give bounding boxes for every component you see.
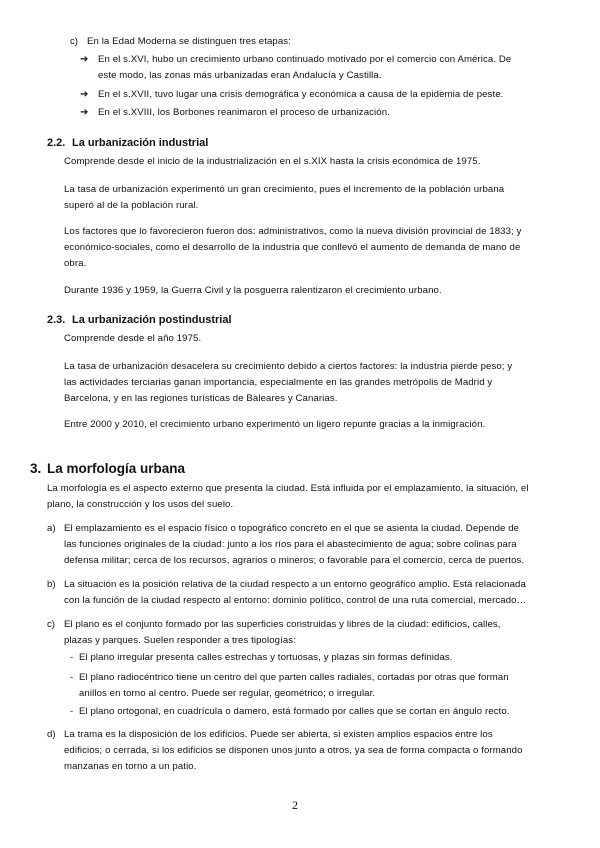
sub-bullet-line: El plano irregular presenta calles estrechas y tortuosas, y plazas sin formas definidas. [79, 652, 453, 663]
bullet-line: En el s.XVIII, los Borbones reanimaron el proceso de urbanización. [98, 107, 390, 118]
bullet-line: En el s.XVII, tuvo lugar una crisis demográfica y económica a causa de la epidemia de peste. [98, 89, 504, 100]
paragraph-line: La tasa de urbanización experimentó un gran crecimiento, pues el incremento de la población urbana [64, 184, 505, 195]
section-number: 2.3. [47, 314, 66, 326]
sub-bullet-line: El plano ortogonal, en cuadrícula o damero, está formado por calles que se cortan en ángulo recto. [79, 706, 510, 717]
list-marker: c) [47, 619, 55, 630]
sub-bullet-line: El plano radiocéntrico tiene un centro del que parten calles radiales, cortadas por otras que forman [79, 672, 509, 683]
page-number: 2 [292, 798, 298, 812]
paragraph-line: las actividades terciarias ganan importancia, especialmente en las grandes metrópolis de Madrid y [64, 377, 493, 388]
list-item-line: plazas y parques. Suelen responder a tres tipologías: [64, 635, 296, 646]
list-item-line: La situación es la posición relativa de la ciudad respecto a un entorno geográfico amplio. Está relacionada [64, 579, 526, 590]
section-number: 3. [30, 461, 42, 476]
list-item-line: manzanas en torno a un patio. [64, 761, 197, 772]
list-item-line: defensa militar; cerca de los recursos, agrarios o mineros; o favorable para el comercio, cerca de puertos. [64, 555, 525, 566]
paragraph-line: Durante 1936 y 1959, la Guerra Civil y la posguerra ralentizaron el crecimiento urbano. [64, 285, 442, 296]
list-item-line: las funciones originales de la ciudad: junto a los ríos para el abastecimiento de agua; sobre colinas para [64, 539, 517, 550]
paragraph-line: superó al de la población rural. [64, 200, 199, 211]
list-marker: a) [47, 523, 56, 534]
paragraph-line: La tasa de urbanización desacelera su crecimiento debido a ciertos factores: la industria pierde peso; y [64, 361, 513, 372]
section-number: 2.2. [47, 137, 66, 149]
paragraph-line: En la Edad Moderna se distinguen tres etapas: [87, 36, 291, 47]
list-marker: b) [47, 579, 56, 590]
section-title: La urbanización postindustrial [72, 314, 232, 326]
paragraph-line: Los factores que lo favorecieron fueron dos: administrativos, como la nueva división provincial de 1833; y [64, 226, 522, 237]
paragraph-line: Comprende desde el año 1975. [64, 333, 202, 344]
paragraph-line: económico-sociales, como el desarrollo de la industria que conllevó el aumento de demanda de mano de [64, 242, 521, 253]
paragraph-line: Barcelona, y en las regiones turísticas de Baleares y Canarias. [64, 393, 338, 404]
arrow-icon: ➔ [80, 107, 89, 118]
paragraph-line: plano, la construcción y los usos del suelo. [47, 499, 234, 510]
dash-marker: - [70, 706, 74, 717]
paragraph-line: Entre 2000 y 2010, el crecimiento urbano experimentó un ligero repunte gracias a la inmigración. [64, 419, 486, 430]
dash-marker: - [70, 672, 74, 683]
bullet-line: este modo, las zonas más urbanizadas eran Andalucía y Castilla. [98, 70, 382, 81]
paragraph-line: obra. [64, 258, 87, 269]
paragraph-line: Comprende desde el inicio de la industrialización en el s.XIX hasta la crisis económica de 1975. [64, 156, 481, 167]
dash-marker: - [70, 652, 74, 663]
section-title: La urbanización industrial [72, 137, 209, 149]
list-item-line: El emplazamiento es el espacio físico o topográfico concreto en el que se asienta la ciudad. Depende de [64, 523, 520, 534]
list-item-line: edificios; o cerrada, si los edificios se disponen unos junto a otros, ya sea de forma compacta o formando [64, 745, 523, 756]
list-item-line: El plano es el conjunto formado por las superficies construidas y libres de la ciudad: edificios, calles, [64, 619, 501, 630]
list-item-line: con la función de la ciudad respecto al entorno: dominio político, control de una ruta comercial, mercado… [64, 595, 527, 606]
arrow-icon: ➔ [80, 54, 89, 65]
sub-bullet-line: anillos en torno al centro. Puede ser regular, geométrico; o irregular. [79, 688, 376, 699]
paragraph-line: La morfología es el aspecto externo que presenta la ciudad. Está influida por el emplazamiento, la situación, el [47, 483, 529, 494]
list-item-line: La trama es la disposición de los edificios. Puede ser abierta, si existen amplios espacios entre los [64, 729, 493, 740]
section-title: La morfología urbana [47, 461, 186, 476]
list-marker: c) [70, 36, 78, 47]
arrow-icon: ➔ [80, 89, 89, 100]
list-marker: d) [47, 729, 56, 740]
bullet-line: En el s.XVI, hubo un crecimiento urbano continuado motivado por el comercio con América. De [98, 54, 512, 65]
